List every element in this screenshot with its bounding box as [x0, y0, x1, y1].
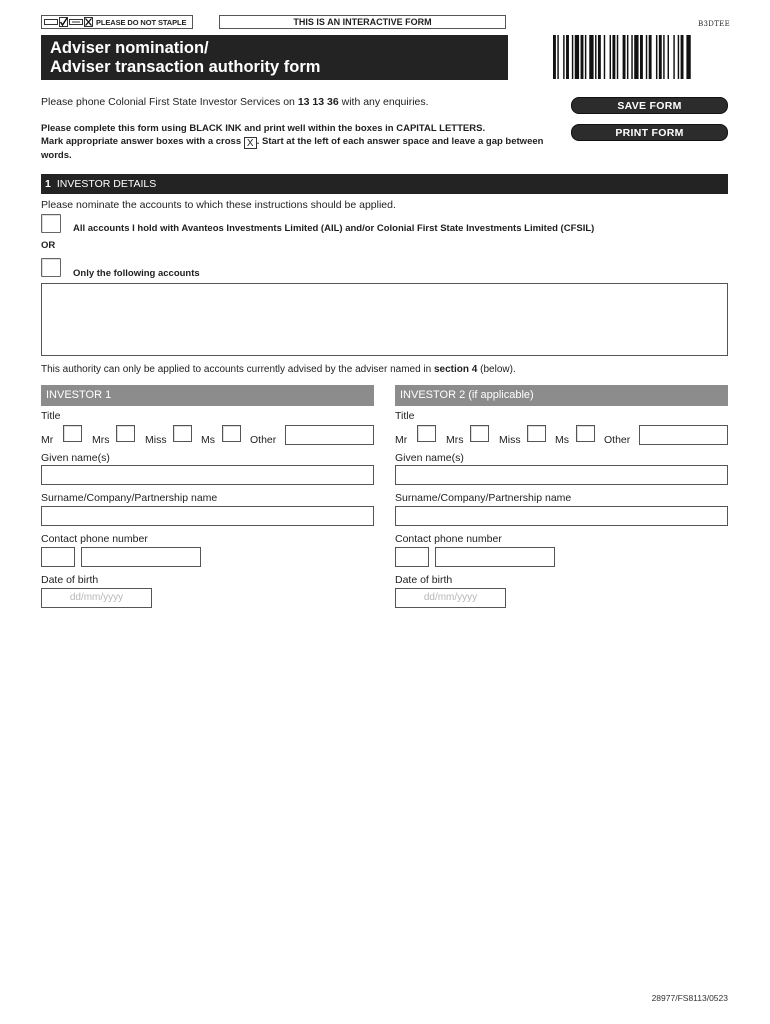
tick-box-icon — [59, 17, 68, 27]
investor-2-phone-label: Contact phone number — [395, 533, 502, 545]
authority-note: This authority can only be applied to accounts currently advised by the adviser named in section 4 (below). — [41, 364, 516, 375]
investor-1-dob-field[interactable]: dd/mm/yyyy — [41, 588, 152, 608]
barcode-bar — [617, 35, 618, 79]
investor-2-title-ms: Ms — [555, 434, 569, 446]
barcode-bar — [663, 35, 664, 79]
investor-2-surname-label: Surname/Company/Partnership name — [395, 492, 572, 504]
investor-1-title-miss: Miss — [145, 434, 167, 446]
investor-2-title-label: Title — [395, 410, 415, 422]
barcode-bar — [646, 35, 647, 79]
interactive-form-notice: THIS IS AN INTERACTIVE FORM — [219, 15, 506, 29]
investor-1-miss-checkbox[interactable] — [173, 425, 192, 442]
barcode-bar — [589, 35, 593, 79]
investor-1-title-ms: Ms — [201, 434, 215, 446]
barcode — [553, 35, 728, 79]
cross-box-icon — [84, 17, 93, 27]
investor-2-mrs-checkbox[interactable] — [470, 425, 489, 442]
following-accounts-label: Only the following accounts — [73, 268, 200, 279]
investor-1-surname-field[interactable] — [41, 506, 374, 526]
barcode-bar — [581, 35, 584, 79]
all-accounts-label: All accounts I hold with Avanteos Investments Limited (AIL) and/or Colonial First State Investments Limited (CFSIL) — [73, 223, 595, 234]
investor-2-mr-checkbox[interactable] — [417, 425, 436, 442]
barcode-bar — [668, 35, 669, 79]
form-title-line2: Adviser transaction authority form — [50, 57, 321, 76]
barcode-bar — [557, 35, 558, 79]
barcode-bar — [585, 35, 586, 79]
completion-instructions: Please complete this form using BLACK INK and print well within the boxes in CAPITAL LETTERS. Mark appropriate answer boxes with a cross X . Start at the left of each answer space and leave a gap between words. — [41, 123, 544, 162]
investor-2-ms-checkbox[interactable] — [576, 425, 595, 442]
investor-1-other-title-field[interactable] — [285, 425, 374, 445]
investor-1-title-label: Title — [41, 410, 61, 422]
investor-1-mrs-checkbox[interactable] — [116, 425, 135, 442]
investor-2-title-mr: Mr — [395, 434, 408, 446]
barcode-bar — [598, 35, 601, 79]
barcode-bar — [612, 35, 615, 79]
investor-2-header: INVESTOR 2 (if applicable) — [395, 385, 728, 406]
investor-1-title-other: Other — [250, 434, 277, 446]
investor-1-header: INVESTOR 1 — [41, 385, 374, 406]
staple-notice-box — [41, 15, 193, 29]
phone-enquiries-text: Please phone Colonial First State Investor Services on 13 13 36 with any enquiries. — [41, 96, 429, 108]
barcode-bar — [681, 35, 684, 79]
barcode-bar — [631, 35, 632, 79]
investor-1-dob-label: Date of birth — [41, 574, 99, 586]
investor-2-miss-checkbox[interactable] — [527, 425, 546, 442]
barcode-bar — [627, 35, 628, 79]
barcode-bar — [563, 35, 564, 79]
investor-2-given-names-field[interactable] — [395, 465, 728, 485]
footer-form-code: 28977/FS8113/0523 — [651, 993, 728, 1003]
barcode-bar — [640, 35, 643, 79]
investor-1-phone-area-code-field[interactable] — [41, 547, 75, 567]
nominate-accounts-text: Please nominate the accounts to which these instructions should be applied. — [41, 199, 396, 211]
investor-2-given-names-label: Given name(s) — [395, 452, 464, 464]
investor-2-dob-label: Date of birth — [395, 574, 453, 586]
barcode-bar — [634, 35, 638, 79]
phone-number: 13 13 36 — [297, 96, 339, 108]
barcode-bar — [659, 35, 662, 79]
barcode-bar — [604, 35, 605, 79]
or-label: OR — [41, 240, 56, 251]
investor-2-other-title-field[interactable] — [639, 425, 728, 445]
investor-1-given-names-field[interactable] — [41, 465, 374, 485]
section-1-header — [41, 174, 728, 194]
staple-notice-text: PLEASE DO NOT STAPLE — [96, 17, 187, 27]
print-form-button[interactable]: PRINT FORM — [571, 124, 728, 141]
investor-1-given-names-label: Given name(s) — [41, 452, 110, 464]
barcode-bar — [678, 35, 679, 79]
staple-icon — [44, 18, 58, 26]
cross-example-box: X — [244, 137, 257, 149]
barcode-bar — [656, 35, 657, 79]
barcode-bar — [566, 35, 569, 79]
investor-2-title-mrs: Mrs — [446, 434, 464, 446]
barcode-bar — [686, 35, 690, 79]
barcode-bar — [572, 35, 573, 79]
barcode-bar — [623, 35, 626, 79]
following-accounts-checkbox[interactable] — [41, 258, 61, 277]
accounts-list-field[interactable] — [41, 283, 728, 356]
investor-1-title-mr: Mr — [41, 434, 54, 446]
form-title — [41, 35, 508, 80]
barcode-bar — [649, 35, 652, 79]
investor-1-title-mrs: Mrs — [92, 434, 110, 446]
investor-1-ms-checkbox[interactable] — [222, 425, 241, 442]
investor-1-mr-checkbox[interactable] — [63, 425, 82, 442]
section-title: INVESTOR DETAILS — [56, 178, 157, 190]
barcode-bar — [553, 35, 556, 79]
investor-2-phone-area-code-field[interactable] — [395, 547, 429, 567]
save-form-button[interactable]: SAVE FORM — [571, 97, 728, 114]
form-code: B3DTEE — [698, 20, 730, 28]
form-title-line1: Adviser nomination/ — [50, 39, 209, 57]
section-number: 1 — [45, 178, 51, 190]
barcode-bar — [575, 35, 579, 79]
investor-2-phone-number-field[interactable] — [435, 547, 555, 567]
investor-1-phone-label: Contact phone number — [41, 533, 148, 545]
pen-icon — [69, 18, 83, 26]
investor-1-surname-label: Surname/Company/Partnership name — [41, 492, 218, 504]
barcode-bar — [610, 35, 611, 79]
investor-1-phone-number-field[interactable] — [81, 547, 201, 567]
investor-2-title-miss: Miss — [499, 434, 521, 446]
all-accounts-checkbox[interactable] — [41, 214, 61, 233]
investor-2-surname-field[interactable] — [395, 506, 728, 526]
investor-2-title-other: Other — [604, 434, 631, 446]
investor-2-dob-field[interactable]: dd/mm/yyyy — [395, 588, 506, 608]
barcode-bar — [595, 35, 596, 79]
barcode-bar — [673, 35, 674, 79]
